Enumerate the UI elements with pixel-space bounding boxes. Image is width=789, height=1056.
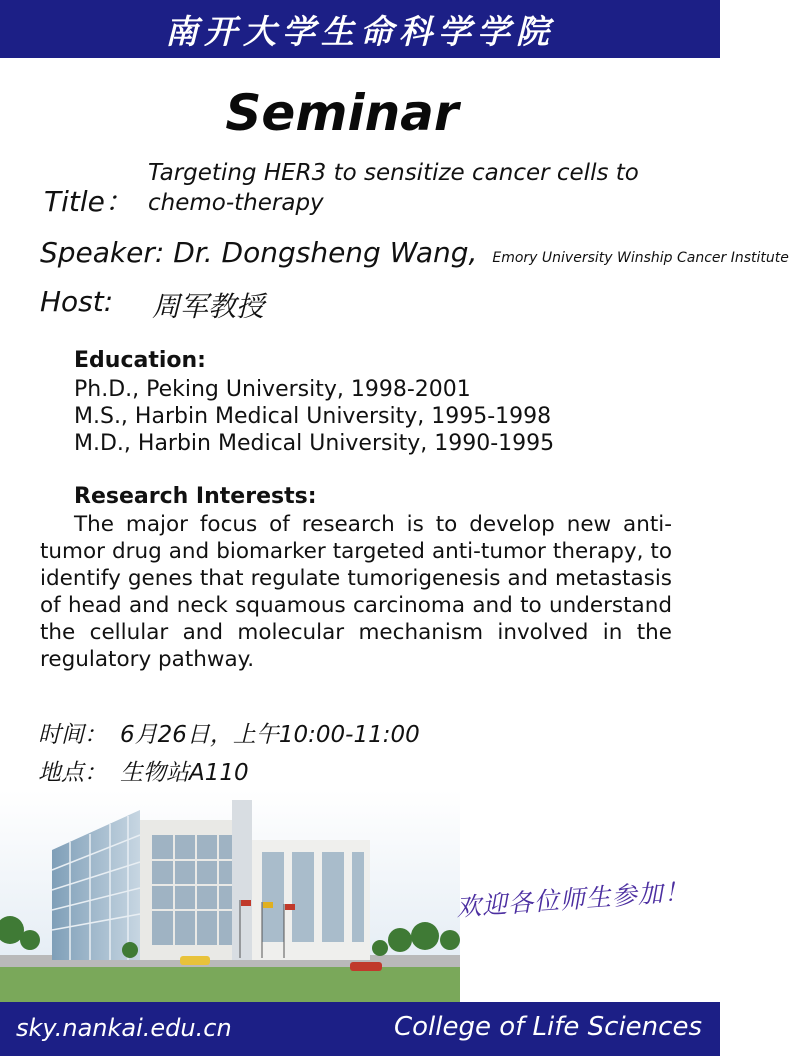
time-label: 时间： <box>38 722 107 748</box>
title-label: Title： <box>44 185 133 218</box>
education-heading: Education: <box>74 348 206 373</box>
research-body: The major focus of research is to develop new anti-tumor drug and biomarker targeted anti-tumor therapy, to identify genes that regulate tumorigenesis and metastasis of head and neck squamous carcinoma and to understand the cellular and molecular mechanism involved in the regulatory pathway. <box>40 512 672 672</box>
header-banner <box>0 0 720 58</box>
website-link[interactable]: sky.nankai.edu.cn <box>16 1014 232 1042</box>
research-heading: Research Interests: <box>74 484 317 509</box>
school-name: 南开大学生命科学学院 <box>165 11 555 51</box>
speaker-affiliation: Emory University Winship Cancer Institute <box>492 250 789 266</box>
education-item: M.S., Harbin Medical University, 1995-1998 <box>74 404 552 429</box>
education-item: M.D., Harbin Medical University, 1990-1995 <box>74 431 555 456</box>
speaker-name: Dr. Dongsheng Wang, <box>173 236 478 269</box>
welcome-text: 欢迎各位师生参加！ <box>455 876 691 922</box>
time-value: 6月26日，上午10:00-11:00 <box>120 722 420 748</box>
education-item: Ph.D., Peking University, 1998-2001 <box>74 377 471 402</box>
college-name: College of Life Sciences <box>393 1012 702 1042</box>
speaker-line <box>40 236 789 269</box>
education-list <box>74 376 554 457</box>
place-value: 生物站A110 <box>120 760 249 786</box>
place-line <box>38 754 249 787</box>
title-text: Targeting HER3 to sensitize cancer cells to chemo-therapy <box>148 160 639 216</box>
host-line <box>40 285 265 323</box>
footer-banner <box>0 1002 720 1056</box>
host-label: Host: <box>40 285 114 318</box>
seminar-heading: Seminar <box>225 84 459 142</box>
time-line <box>38 716 420 749</box>
place-label: 地点： <box>38 760 107 786</box>
speaker-label: Speaker: <box>40 236 165 269</box>
host-name: 周军教授 <box>152 290 265 323</box>
